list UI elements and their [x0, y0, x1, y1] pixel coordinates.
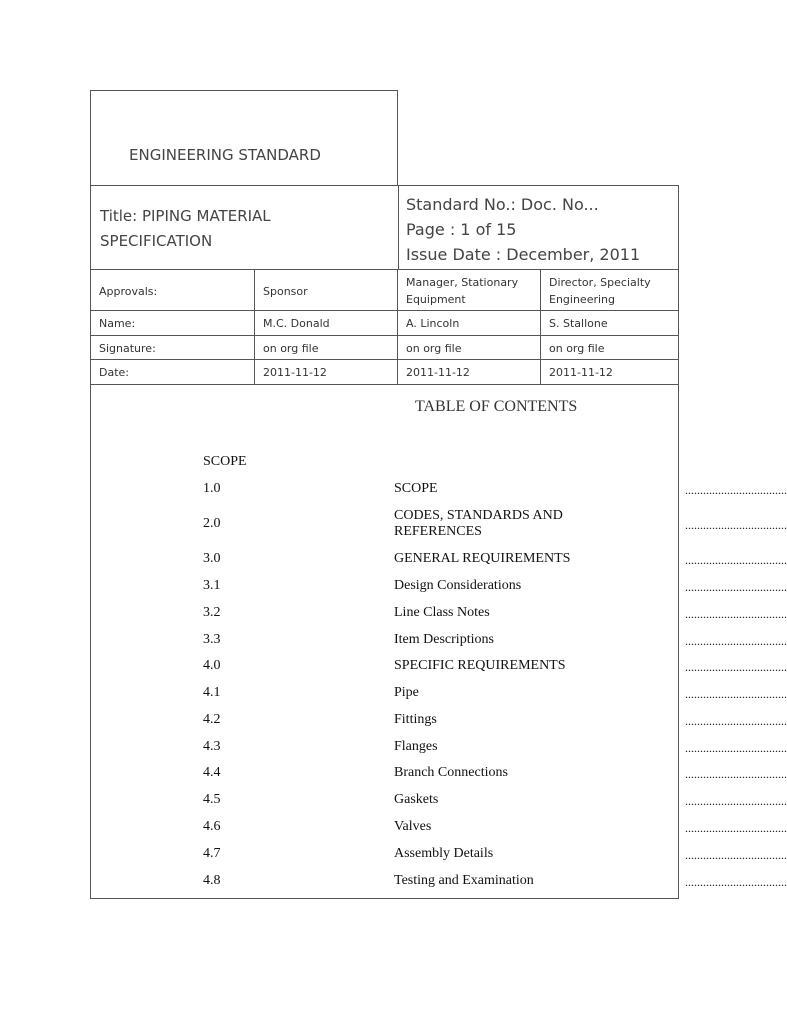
toc-item-number: 2.0 — [203, 516, 221, 531]
toc-item-link[interactable]: GENERAL REQUIREMENTS — [394, 551, 571, 566]
signature-manager: on org file — [406, 342, 462, 355]
toc-item-link[interactable]: Fittings — [394, 712, 437, 727]
toc-item-number: 4.2 — [203, 712, 221, 727]
signature-label: Signature: — [99, 342, 156, 355]
toc-item-link[interactable]: Flanges — [394, 739, 438, 754]
toc-item-number: 1.0 — [203, 481, 221, 496]
heading-box — [90, 90, 398, 186]
toc-scope-label: SCOPE — [203, 454, 247, 469]
approvals-col-line — [254, 269, 255, 385]
toc-item-link[interactable]: Item Descriptions — [394, 632, 494, 647]
toc-item-number: 4.3 — [203, 739, 221, 754]
toc-heading: TABLE OF CONTENTS — [415, 398, 578, 415]
toc-leader-dots: .................................. — [685, 518, 787, 532]
toc-item-number: 4.5 — [203, 792, 221, 807]
toc-item-number: 4.8 — [203, 873, 221, 888]
toc-item-number: 4.1 — [203, 685, 221, 700]
toc-item-link[interactable]: Branch Connections — [394, 765, 508, 780]
toc-item-number: 4.6 — [203, 819, 221, 834]
toc-leader-dots: .................................. — [685, 821, 787, 835]
name-manager: A. Lincoln — [406, 317, 460, 330]
toc-item-number: 3.1 — [203, 578, 221, 593]
document-heading: ENGINEERING STANDARD — [129, 146, 321, 164]
signature-director: on org file — [549, 342, 605, 355]
title-divider — [398, 186, 399, 269]
toc-leader-dots: .................................. — [685, 553, 787, 567]
toc-item-link[interactable]: Testing and Examination — [394, 873, 534, 888]
issue-date: Issue Date : December, 2011 — [406, 245, 641, 264]
approvals-manager-header: Manager, Stationary Equipment — [406, 276, 519, 306]
page-indicator: Page : 1 of 15 — [406, 220, 517, 239]
document-title-line1: Title: PIPING MATERIAL — [100, 207, 271, 225]
date-sponsor: 2011-11-12 — [263, 366, 327, 379]
date-label: Date: — [99, 366, 129, 379]
signature-sponsor: on org file — [263, 342, 319, 355]
document-title-line2: SPECIFICATION — [100, 232, 213, 250]
approvals-row-line — [90, 359, 679, 360]
approvals-col-line — [540, 269, 541, 385]
toc-leader-dots: .................................. — [685, 848, 787, 862]
toc-leader-dots: .................................. — [685, 580, 787, 594]
toc-leader-dots: .................................. — [685, 767, 787, 781]
toc-item-number: 4.0 — [203, 658, 221, 673]
toc-leader-dots: .................................. — [685, 607, 787, 621]
toc-item-number: 4.4 — [203, 765, 221, 780]
title-block — [90, 185, 679, 270]
approvals-col-line — [397, 269, 398, 385]
toc-item-number: 4.7 — [203, 846, 221, 861]
standard-number: Standard No.: Doc. No... — [406, 195, 599, 214]
approvals-director-header: Director, Specialty Engineering — [549, 276, 651, 306]
toc-leader-dots: .................................. — [685, 741, 787, 755]
name-label: Name: — [99, 317, 136, 330]
toc-item-number: 3.2 — [203, 605, 221, 620]
approvals-row-line — [90, 384, 679, 385]
date-director: 2011-11-12 — [549, 366, 613, 379]
toc-item-link[interactable]: CODES, STANDARDS AND REFERENCES — [394, 508, 563, 539]
toc-item-link[interactable]: Line Class Notes — [394, 605, 490, 620]
toc-leader-dots: .................................. — [685, 687, 787, 701]
toc-leader-dots: .................................. — [685, 794, 787, 808]
toc-leader-dots: .................................. — [685, 483, 787, 497]
date-manager: 2011-11-12 — [406, 366, 470, 379]
toc-item-link[interactable]: SPECIFIC REQUIREMENTS — [394, 658, 566, 673]
approvals-row-line — [90, 310, 679, 311]
name-director: S. Stallone — [549, 317, 608, 330]
toc-item-link[interactable]: Assembly Details — [394, 846, 494, 861]
toc-leader-dots: .................................. — [685, 660, 787, 674]
approvals-label: Approvals: — [99, 285, 158, 298]
toc-item-number: 3.0 — [203, 551, 221, 566]
toc-leader-dots: .................................. — [685, 714, 787, 728]
toc-item-link[interactable]: Design Considerations — [394, 578, 522, 593]
toc-item-number: 3.3 — [203, 632, 221, 647]
toc-item-link[interactable]: SCOPE — [394, 481, 438, 496]
toc-item-link[interactable]: Valves — [394, 819, 432, 834]
toc-item-link[interactable]: Gaskets — [394, 792, 439, 807]
approvals-row-line — [90, 335, 679, 336]
toc-item-link[interactable]: Pipe — [394, 685, 419, 700]
name-sponsor: M.C. Donald — [263, 317, 330, 330]
toc-leader-dots: .................................. — [685, 875, 787, 889]
toc-leader-dots: .................................. — [685, 634, 787, 648]
approvals-sponsor-header: Sponsor — [263, 285, 308, 298]
